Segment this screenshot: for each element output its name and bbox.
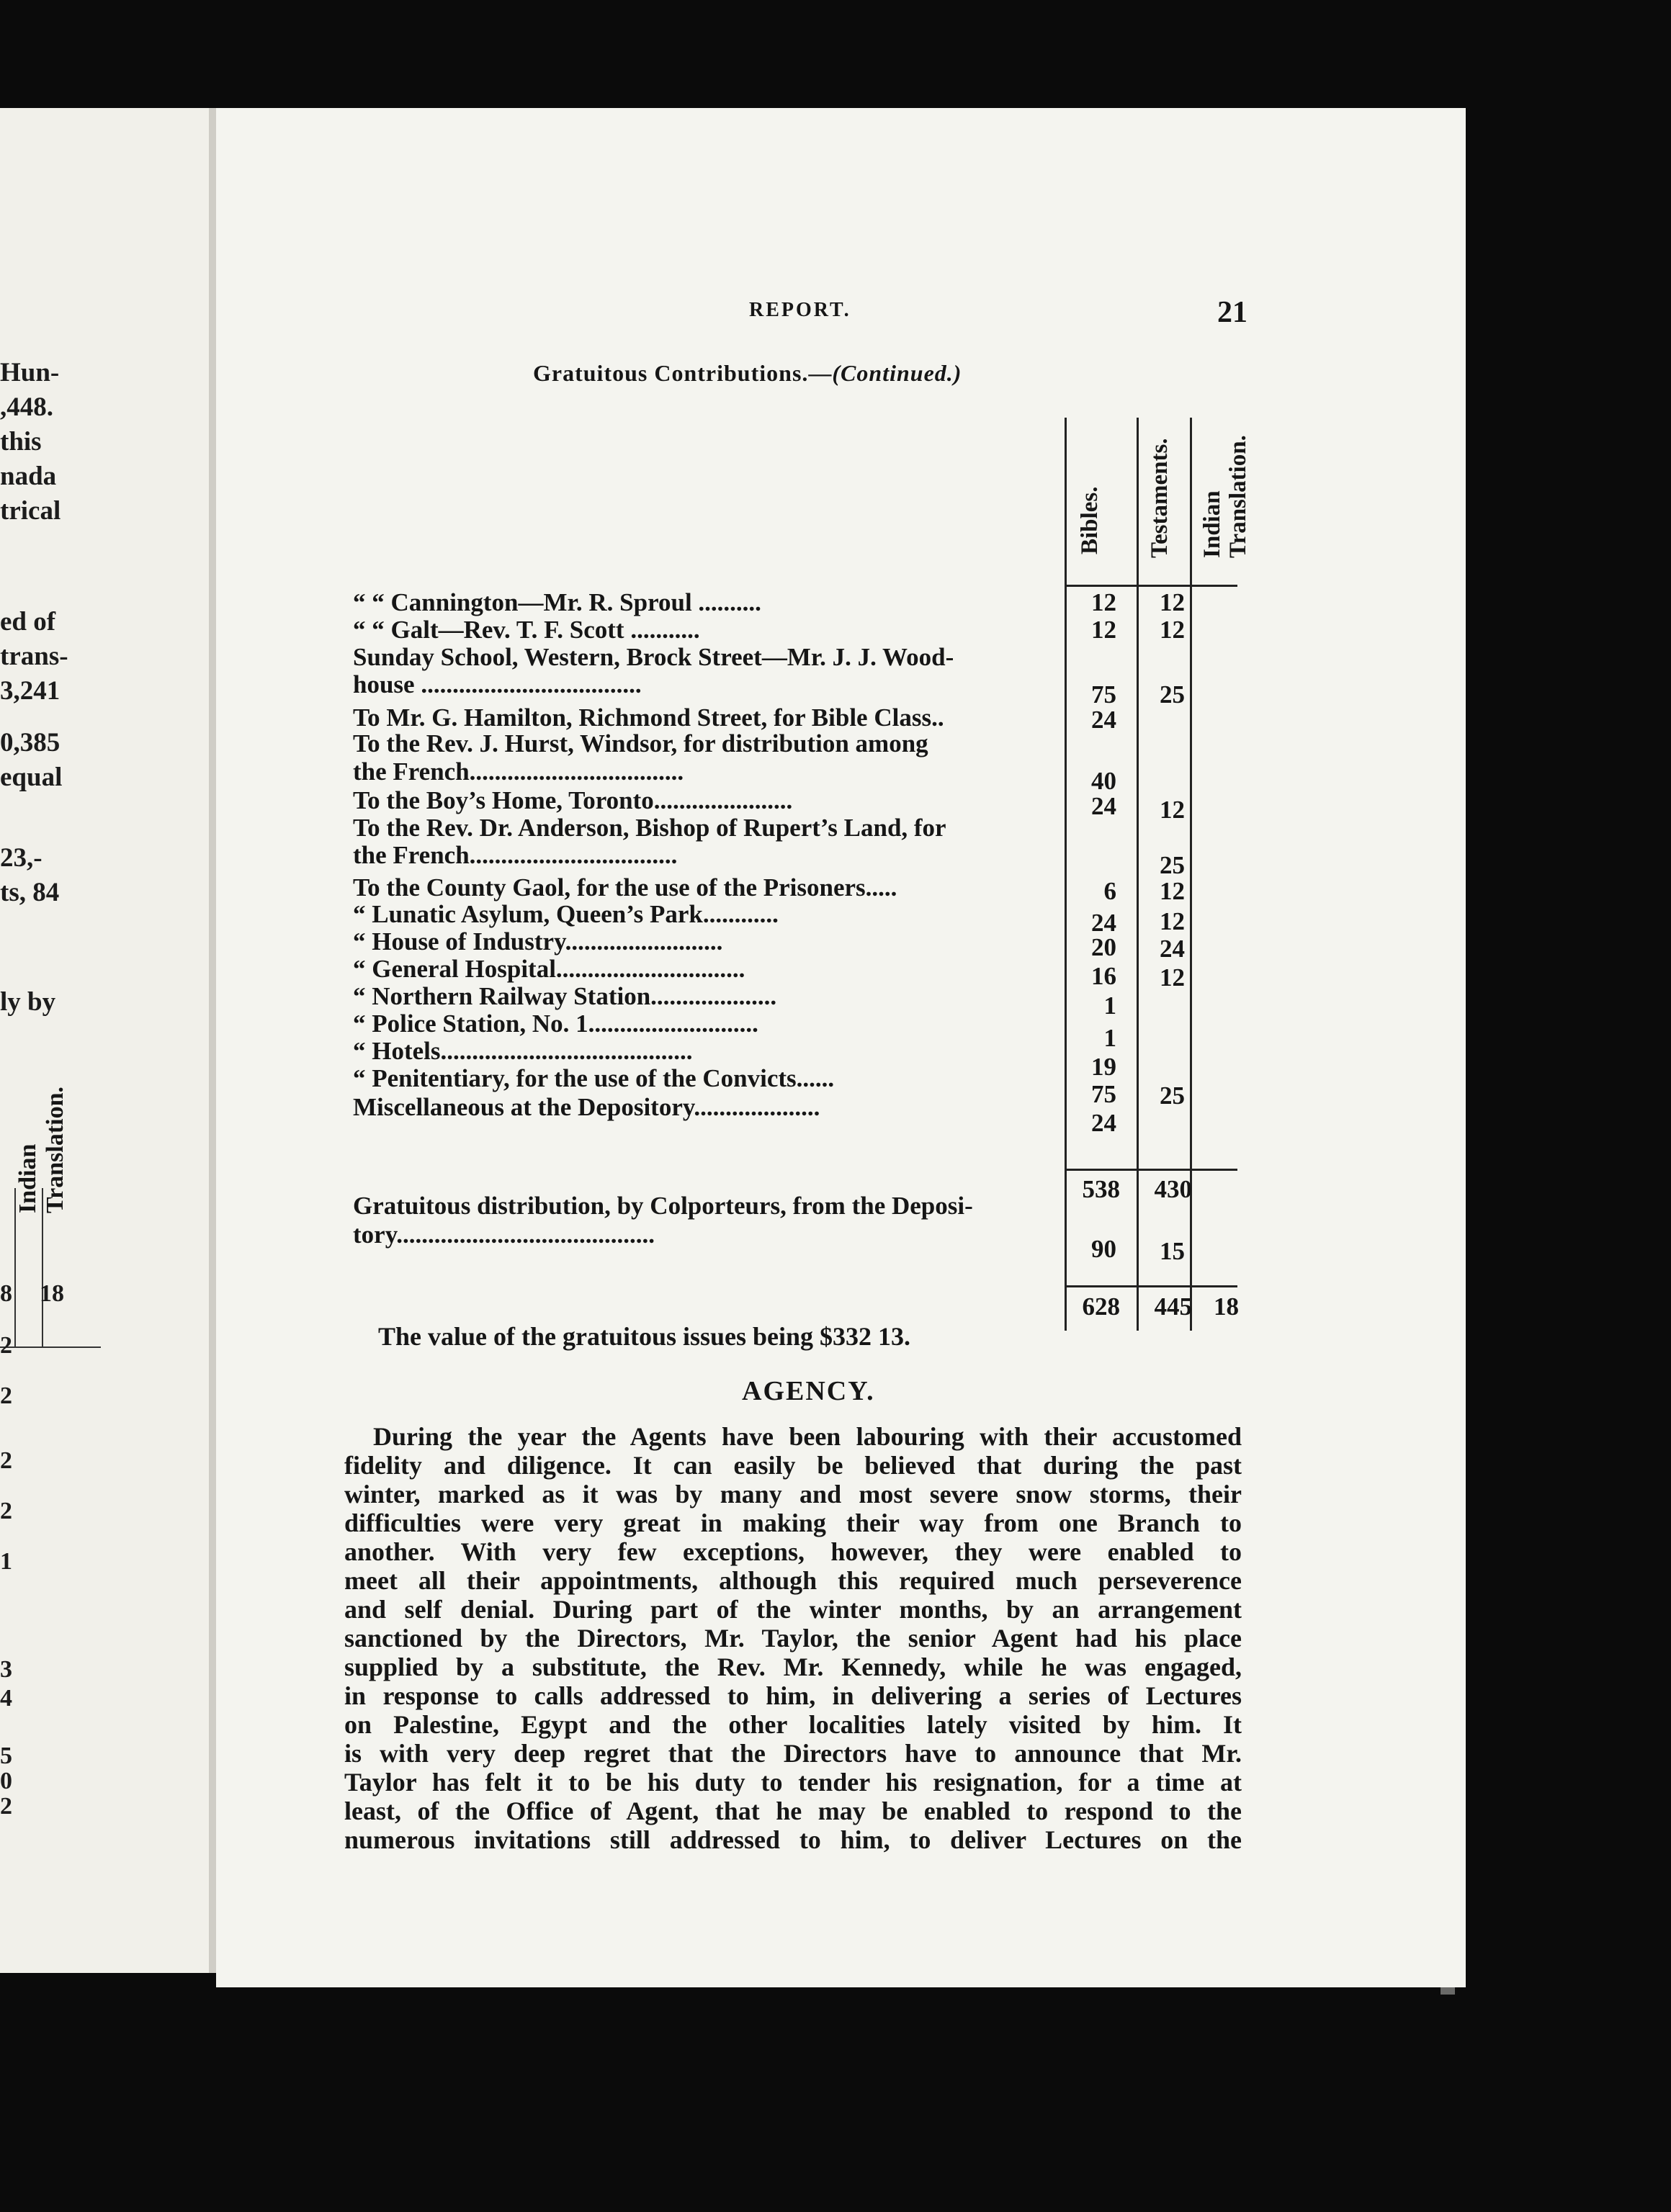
text-line: on Palestine, Egypt and the other localities lately visited by him. It <box>344 1710 1242 1739</box>
left-number: 3 <box>0 1656 12 1683</box>
table-row-label: “ Northern Railway Station.................... <box>353 982 777 1010</box>
total-bibles: 628 <box>1082 1292 1120 1321</box>
left-fragment: nada <box>0 462 57 491</box>
table-row-label: the French................................. <box>353 841 678 869</box>
cell-testaments: 12 <box>1160 616 1185 644</box>
table-rule-total <box>1065 1285 1237 1287</box>
left-number: 1 <box>0 1548 12 1575</box>
text-line: numerous invitations still addressed to him, to deliver Lectures on the <box>344 1825 1242 1854</box>
text-line: meet all their appointments, although this required much perseverence <box>344 1566 1242 1595</box>
text-line: is with very deep regret that the Directors have to announce that Mr. <box>344 1739 1242 1768</box>
cell-bibles: 90 <box>1091 1235 1116 1263</box>
cell-bibles: 12 <box>1091 616 1116 644</box>
text-line: winter, marked as it was by many and most severe snow storms, their <box>344 1480 1242 1509</box>
cell-testaments: 25 <box>1160 851 1185 879</box>
table-row-label: To the Rev. J. Hurst, Windsor, for distribution among <box>353 729 928 757</box>
text-line: fidelity and diligence. It can easily be believed that during the past <box>344 1451 1242 1480</box>
table-row-label: To Mr. G. Hamilton, Richmond Street, for Bible Class.. <box>353 703 944 732</box>
table-row-label: To the Rev. Dr. Anderson, Bishop of Rupert’s Land, for <box>353 814 946 842</box>
cell-testaments: 12 <box>1160 907 1185 935</box>
cell-testaments: 24 <box>1160 935 1185 963</box>
cell-testaments: 12 <box>1160 877 1185 905</box>
table-row-label: Sunday School, Western, Brock Street—Mr. J. J. Wood- <box>353 643 954 671</box>
cell-testaments: 25 <box>1160 680 1185 709</box>
cell-bibles: 24 <box>1091 909 1116 937</box>
table-row-label: “ Lunatic Asylum, Queen’s Park............ <box>353 900 779 928</box>
table-row-label: To the County Gaol, for the use of the Prisoners..... <box>353 873 897 902</box>
left-number: 8 <box>0 1280 12 1307</box>
subtotal-bibles: 538 <box>1082 1175 1120 1203</box>
left-number: 4 <box>0 1685 12 1712</box>
left-fragment: ,448. <box>0 392 53 422</box>
table-row-label: “ Police Station, No. 1........................... <box>353 1010 758 1038</box>
table-row-label: “ “ Galt—Rev. T. F. Scott ........... <box>353 616 700 644</box>
left-number: 2 <box>0 1382 12 1409</box>
table-rule-head <box>1065 585 1237 587</box>
column-heading-indian-translation: Indian Translation. <box>1199 435 1251 558</box>
cell-bibles: 40 <box>1091 767 1116 795</box>
cell-bibles: 75 <box>1091 680 1116 709</box>
running-head: REPORT. <box>749 299 851 321</box>
table-row-label: the French.................................. <box>353 757 684 786</box>
table-row-label: “ General Hospital.............................. <box>353 955 745 983</box>
book-gutter <box>209 108 216 1973</box>
text-line: During the year the Agents have been labouring with their accustomed <box>373 1422 1242 1451</box>
table-row-label: Gratuitous distribution, by Colporteurs, from the Deposi- <box>353 1192 973 1220</box>
left-fragment: Hun- <box>0 358 60 387</box>
left-column-heading: Indian Translation. <box>14 1086 68 1213</box>
left-fragment: ed of <box>0 607 56 637</box>
table-rule-left <box>1065 418 1067 1331</box>
agency-heading: AGENCY. <box>742 1376 875 1406</box>
table-row-label: “ “ Cannington—Mr. R. Sproul .......... <box>353 588 761 616</box>
cell-testaments: 12 <box>1160 796 1185 824</box>
cell-testaments: 12 <box>1160 588 1185 616</box>
left-number: 2 <box>0 1332 12 1359</box>
left-fragment: trical <box>0 496 61 526</box>
table-row-label: tory......................................... <box>353 1220 655 1249</box>
table-row-label: Miscellaneous at the Depository.................... <box>353 1093 820 1121</box>
left-table-rule <box>0 1346 101 1348</box>
cell-bibles: 19 <box>1091 1053 1116 1081</box>
text-line: and self denial. During part of the winter months, by an arrangement <box>344 1595 1242 1624</box>
left-number: 5 <box>0 1743 12 1769</box>
table-row-label: “ Hotels........................................ <box>353 1037 693 1065</box>
text-line: in response to calls addressed to him, in delivering a series of Lectures <box>344 1681 1242 1710</box>
table-row-label: To the Boy’s Home, Toronto...................... <box>353 786 793 814</box>
agency-paragraph <box>344 1422 1242 1854</box>
left-fragment: 0,385 <box>0 728 61 757</box>
cell-testaments: 25 <box>1160 1082 1185 1110</box>
cell-bibles: 20 <box>1091 933 1116 961</box>
left-fragment: ly by <box>0 987 56 1017</box>
text-line: difficulties were very great in making their way from one Branch to <box>344 1509 1242 1537</box>
cell-bibles: 24 <box>1091 1109 1116 1137</box>
column-heading-testaments: Testaments. <box>1147 438 1173 558</box>
left-fragment: this <box>0 427 42 457</box>
cell-bibles: 75 <box>1091 1080 1116 1108</box>
total-testaments: 445 <box>1154 1292 1192 1321</box>
text-line: least, of the Office of Agent, that he may be enabled to respond to the <box>344 1797 1242 1825</box>
cell-bibles: 12 <box>1091 588 1116 616</box>
cell-bibles: 16 <box>1091 962 1116 990</box>
left-number: 18 <box>40 1280 64 1307</box>
text-line: sanctioned by the Directors, Mr. Taylor, the senior Agent had his place <box>344 1624 1242 1653</box>
left-fragment: equal <box>0 763 63 792</box>
text-line: supplied by a substitute, the Rev. Mr. Kennedy, while he was engaged, <box>344 1653 1242 1681</box>
cell-bibles: 24 <box>1091 706 1116 734</box>
cell-testaments: 12 <box>1160 963 1185 992</box>
left-fragment: 23,- <box>0 843 42 873</box>
left-facing-page <box>0 108 209 1973</box>
total-indian: 18 <box>1214 1292 1239 1321</box>
cell-bibles: 6 <box>1103 877 1116 905</box>
cell-bibles: 1 <box>1103 992 1116 1020</box>
cell-bibles: 1 <box>1103 1024 1116 1052</box>
left-number: 2 <box>0 1498 12 1524</box>
left-fragment: trans- <box>0 642 68 671</box>
cell-bibles: 24 <box>1091 792 1116 820</box>
table-rule-subtotal <box>1065 1169 1237 1171</box>
text-line: another. With very few exceptions, however, they were enabled to <box>344 1537 1242 1566</box>
left-number: 2 <box>0 1447 12 1474</box>
section-title: Gratuitous Contributions.—(Continued.) <box>533 360 962 386</box>
table-row-label: “ House of Industry......................... <box>353 927 723 956</box>
left-number: 2 <box>0 1793 12 1820</box>
table-row-label: house ................................... <box>353 670 642 698</box>
page-number: 21 <box>1217 296 1247 329</box>
left-fragment: ts, 84 <box>0 878 60 907</box>
left-number: 0 <box>0 1768 12 1794</box>
table-row-label: “ Penitentiary, for the use of the Convicts...... <box>353 1064 835 1092</box>
table-rule-middle <box>1137 418 1139 1331</box>
subtotal-testaments: 430 <box>1154 1175 1192 1203</box>
text-line: Taylor has felt it to be his duty to tender his resignation, for a time at <box>344 1768 1242 1797</box>
value-note: The value of the gratuitous issues being $332 13. <box>378 1322 911 1351</box>
left-fragment: 3,241 <box>0 676 61 706</box>
cell-testaments: 15 <box>1160 1237 1185 1265</box>
column-heading-bibles: Bibles. <box>1077 486 1103 554</box>
